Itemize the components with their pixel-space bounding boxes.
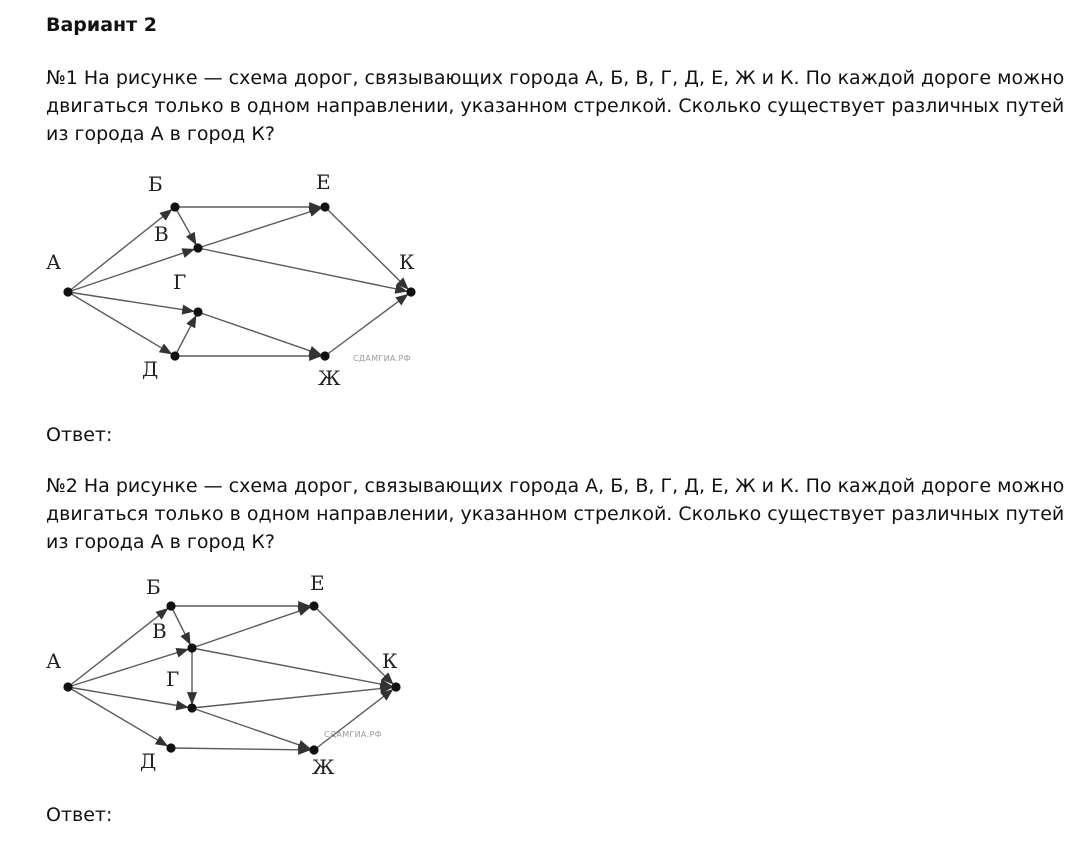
edge-d-zh: [171, 748, 310, 750]
node-d: [166, 743, 175, 752]
edge-b-v: [175, 207, 196, 244]
label-d: Д: [142, 357, 159, 381]
node-e: [320, 202, 329, 211]
task-1-text: [46, 64, 1066, 148]
label-e: Е: [316, 170, 331, 194]
task-1-statement: №1 На рисунке — схема дорог, связывающих города А, Б, В, Г, Д, Е, Ж и К. По каждой дороге можно двигаться только в одном направлении, указанном стрелкой. Сколько существует различных путей из города А в город К?: [46, 67, 1065, 145]
task-2-answer-label: Ответ:: [46, 804, 113, 826]
node-v: [193, 243, 202, 252]
edge-d-g: [175, 316, 196, 356]
label-k: К: [399, 250, 415, 274]
node-k: [406, 287, 415, 296]
node-b: [170, 202, 179, 211]
label-b: Б: [146, 575, 161, 599]
node-a: [63, 682, 72, 691]
road-graph-1: [46, 165, 436, 400]
road-graph-2: [46, 570, 436, 785]
node-k: [391, 682, 400, 691]
edge-b-v: [171, 606, 190, 644]
edge-zh-k: [314, 690, 392, 750]
label-e: Е: [310, 571, 325, 595]
watermark-2: СДАМГИА.РФ: [324, 730, 382, 739]
label-a: А: [46, 250, 62, 274]
label-zh: Ж: [318, 366, 341, 390]
graph-1-edges: [68, 207, 408, 356]
edge-e-k: [314, 606, 393, 684]
node-d: [170, 351, 179, 360]
label-d: Д: [140, 749, 157, 773]
task-1-answer-label: Ответ:: [46, 424, 113, 446]
page-title: Вариант 2: [46, 14, 158, 36]
graph-2-edges: [68, 606, 393, 750]
watermark-1: СДАМГИА.РФ: [353, 354, 411, 363]
node-g: [193, 307, 202, 316]
node-g: [187, 703, 196, 712]
node-v: [187, 643, 196, 652]
node-zh: [320, 351, 329, 360]
node-e: [309, 601, 318, 610]
edge-g-k: [192, 687, 392, 708]
label-g: Г: [166, 667, 180, 691]
task-2-text: [46, 472, 1066, 556]
label-g: Г: [173, 270, 187, 294]
node-a: [63, 287, 72, 296]
edge-v-k: [198, 248, 407, 291]
label-v: В: [154, 222, 169, 246]
label-a: А: [46, 649, 62, 673]
edge-a-g: [68, 292, 194, 311]
edge-a-d: [68, 292, 171, 354]
task-2-statement: №2 На рисунке — схема дорог, связывающих города А, Б, В, Г, Д, Е, Ж и К. По каждой дороге можно двигаться только в одном направлении, указанном стрелкой. Сколько существует различных путей из города А в город К?: [46, 475, 1065, 553]
label-v: В: [152, 619, 167, 643]
label-b: Б: [148, 172, 163, 196]
label-k: К: [382, 649, 398, 673]
edge-zh-k: [325, 295, 407, 356]
node-b: [166, 601, 175, 610]
label-zh: Ж: [312, 755, 335, 779]
edge-v-e: [198, 208, 321, 248]
edge-v-e: [192, 607, 310, 648]
node-zh: [309, 745, 318, 754]
edge-g-zh: [198, 312, 321, 355]
edge-g-zh: [192, 708, 310, 749]
